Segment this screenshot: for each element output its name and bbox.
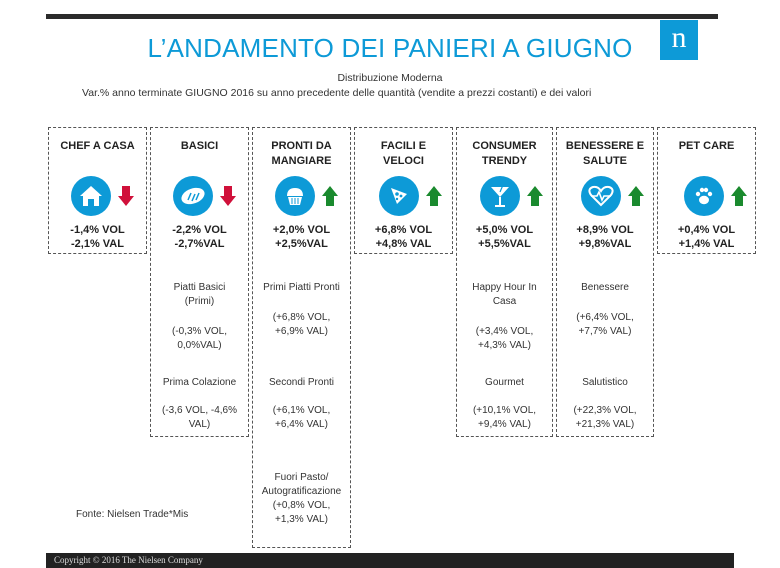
page-description: Var.% anno terminate GIUGNO 2016 su anno precedente delle quantità (vendite a prezzi costanti) e dei valori (82, 87, 592, 99)
basket-icon-group (684, 176, 750, 216)
heartbeat-icon (581, 176, 621, 216)
arrow-up-icon (731, 186, 747, 206)
sub-basket-val: +6,4% VAL) (275, 419, 328, 430)
sub-basket-name: Gourmet (485, 377, 524, 388)
page-title: L’ANDAMENTO DEI PANIERI A GIUGNO (147, 33, 633, 63)
bread-icon (173, 176, 213, 216)
cupcake-icon (275, 176, 315, 216)
sub-basket-name: Salutistico (582, 377, 628, 388)
sub-basket-name: Benessere (581, 282, 629, 293)
basket-column-facili-e-veloci (354, 127, 453, 254)
basket-icon-group (71, 176, 137, 216)
basket-column-pronti-da-mangiare (252, 127, 351, 548)
basket-vol: -1,4% VOL (70, 224, 125, 236)
sub-basket-val: +21,3% VAL) (575, 419, 635, 430)
basket-label: PRONTI DA MANGIARE (271, 140, 332, 167)
sub-basket-vol: (+6,1% VOL, (272, 405, 331, 416)
basket-vol: +6,8% VOL (374, 224, 433, 236)
basket-vol: +0,4% VOL (677, 224, 736, 236)
basket-val: +2,5%VAL (275, 238, 328, 250)
basket-vol: +5,0% VOL (475, 224, 534, 236)
basket-vol: +2,0% VOL (272, 224, 331, 236)
basket-vol: +8,9% VOL (576, 224, 634, 236)
sub-basket-vol: (+0,8% VOL, (272, 500, 331, 511)
source-note: Fonte: Nielsen Trade*Mis (76, 509, 189, 520)
arrow-up-icon (628, 186, 644, 206)
house-icon (71, 176, 111, 216)
basket-column-benessere-e-salute (556, 127, 654, 437)
basket-icon-group (480, 176, 546, 216)
sub-basket-vol: (+6,4% VOL, (576, 312, 634, 323)
sub-basket-val: +6,9% VAL) (275, 326, 328, 337)
sub-basket-vol: (+3,4% VOL, (475, 326, 534, 337)
sub-basket-name: Piatti Basici (Primi) (173, 282, 226, 307)
arrow-up-icon (322, 186, 338, 206)
sub-basket-vol: (+10,1% VOL, (472, 405, 537, 416)
top-rule (46, 14, 718, 19)
basket-val: -2,1% VAL (71, 238, 124, 250)
basket-val: +9,8%VAL (578, 238, 632, 250)
arrow-up-icon (527, 186, 543, 206)
sub-basket-vol: (-0,3% VOL, (171, 326, 228, 337)
sub-basket-val: +9,4% VAL) (478, 419, 531, 430)
basket-label: BASICI (180, 140, 219, 152)
pizza-slice-icon (379, 176, 419, 216)
basket-label: CHEF A CASA (60, 140, 135, 152)
basket-column-basici (150, 127, 249, 437)
paw-icon (684, 176, 724, 216)
sub-basket-val: +4,3% VAL) (478, 340, 531, 351)
basket-icon-group (173, 176, 239, 216)
basket-vol: -2,2% VOL (172, 224, 227, 236)
arrow-down-icon (220, 186, 236, 206)
sub-basket-name: Prima Colazione (162, 377, 237, 388)
basket-icon-group (581, 176, 647, 216)
basket-column-pet-care (657, 127, 756, 254)
sub-basket-name: Happy Hour In Casa (472, 282, 537, 307)
logo-letter: n (671, 21, 687, 54)
basket-label: PET CARE (678, 140, 735, 152)
sub-basket-val: 0,0%VAL) (177, 340, 222, 351)
sub-basket-vol: (+6,8% VOL, (272, 312, 331, 323)
basket-column-chef-a-casa (48, 127, 147, 254)
copyright-text: Copyright © 2016 The Nielsen Company (54, 555, 203, 565)
basket-icon-group (275, 176, 341, 216)
sub-basket-val: +1,3% VAL) (275, 514, 328, 525)
page-subtitle: Distribuzione Moderna (337, 72, 443, 84)
basket-column-consumer-trendy (456, 127, 553, 437)
sub-basket-name: Secondi Pronti (268, 377, 335, 388)
sub-basket-name: Fuori Pasto/ Autogratificazione (261, 472, 342, 497)
sub-basket-name: Primi Piatti Pronti (263, 282, 340, 293)
arrow-down-icon (118, 186, 134, 206)
basket-val: +5,5%VAL (478, 238, 531, 250)
sub-basket-vol: (+22,3% VOL, (573, 405, 637, 416)
cocktail-icon (480, 176, 520, 216)
sub-basket-val: VAL) (188, 419, 211, 430)
basket-label: CONSUMER TRENDY (472, 140, 537, 167)
basket-label: FACILI E VELOCI (380, 140, 427, 167)
basket-val: +4,8% VAL (375, 238, 432, 250)
basket-val: -2,7%VAL (174, 238, 225, 250)
sub-basket-val: +7,7% VAL) (578, 326, 632, 337)
arrow-up-icon (426, 186, 442, 206)
basket-label: BENESSERE E SALUTE (565, 140, 645, 167)
sub-basket-vol: (-3,6 VOL, -4,6% (161, 405, 238, 416)
basket-val: +1,4% VAL (678, 238, 735, 250)
basket-icon-group (379, 176, 445, 216)
